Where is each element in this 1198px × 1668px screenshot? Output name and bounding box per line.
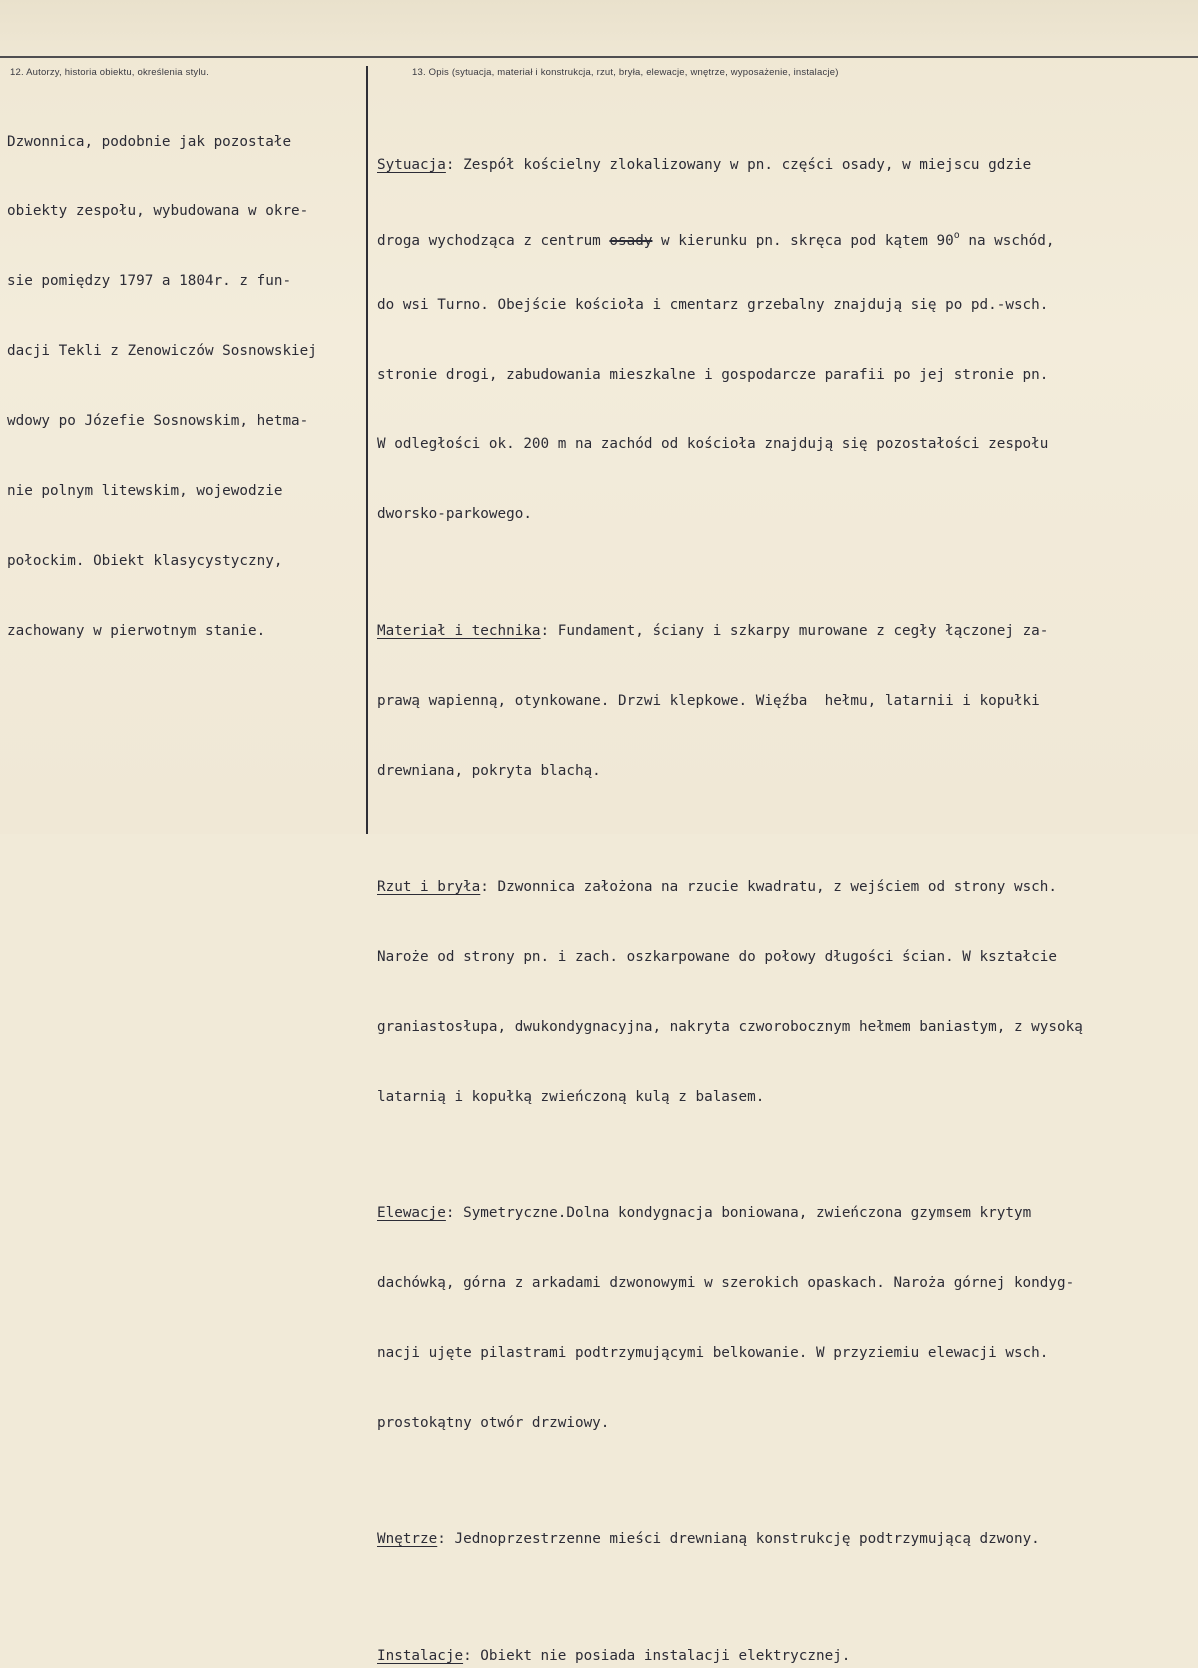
history-line: sie pomiędzy 1797 a 1804r. z fun- [7, 273, 292, 290]
top-margin [0, 0, 1198, 56]
instalacje-line: Instalacje: Obiekt nie posiada instalacji elektrycznej. [377, 1647, 851, 1664]
right-column-header: 13. Opis (sytuacja, materiał i konstrukcja, rzut, bryła, elewacje, wnętrze, wyposażenie, instalacje) [412, 67, 839, 78]
sytuacja-line: stronie drogi, zabudowania mieszkalne i gospodarcze parafii po jej stronie pn. [377, 366, 1049, 383]
rzut-line: Naroże od strony pn. i zach. oszkarpowane do połowy długości ścian. W kształcie [377, 948, 1057, 965]
history-line: Dzwonnica, podobnie jak pozostałe [7, 133, 292, 150]
elewacje-line: nacji ujęte pilastrami podtrzymującymi belkowanie. W przyziemiu elewacji wsch. [377, 1345, 1049, 1362]
sytuacja-line: dworsko-parkowego. [377, 506, 532, 523]
sytuacja-line: W odległości ok. 200 m na zachód od kościoła znajdują się pozostałości zespołu [377, 436, 1049, 453]
material-line: Materiał i technika: Fundament, ściany i szkarpy murowane z cegły łączonej za- [377, 622, 1049, 639]
sytuacja-line: droga wychodząca z centrum osady w kierunku pn. skręca pod kątem 90$^o$ na wschód, [377, 229, 1055, 249]
history-line: połockim. Obiekt klasycystyczny, [7, 552, 283, 569]
rzut-line: Rzut i bryła: Dzwonnica założona na rzucie kwadratu, z wejściem od strony wsch. [377, 879, 1057, 896]
elewacje-line: Elewacje: Symetryczne.Dolna kondygnacja boniowana, zwieńczona gzymsem krytym [377, 1205, 1032, 1222]
rzut-line: latarnią i kopułką zwieńczoną kulą z balasem. [377, 1088, 765, 1105]
history-line: wdowy po Józefie Sosnowskim, hetma- [7, 413, 309, 430]
degree-superscript: o [953, 229, 960, 241]
sytuacja-line: Sytuacja: Zespół kościelny zlokalizowany w pn. części osady, w miejscu gdzie [377, 156, 1032, 173]
rzut-line: graniastosłupa, dwukondygnacyjna, nakryta czworobocznym hełmem baniastym, z wysoką [377, 1018, 1083, 1035]
column-divider [366, 66, 368, 834]
wnetrze-label: Wnętrze [377, 1531, 438, 1548]
material-line: drewniana, pokryta blachą. [377, 762, 601, 779]
history-line: nie polnym litewskim, wojewodzie [7, 483, 283, 500]
sytuacja-line: do wsi Turno. Obejście kościoła i cmentarz grzebalny znajdują się po pd.-wsch. [377, 296, 1049, 313]
material-label: Materiał i technika [377, 622, 541, 639]
description-text [377, 84, 1192, 1668]
history-line: dacji Tekli z Zenowiczów Sosnowskiej [7, 343, 317, 360]
left-column-header: 12. Autorzy, historia obiektu, określenia stylu. [10, 67, 209, 78]
wnetrze-line: Wnętrze: Jednoprzestrzenne mieści drewnianą konstrukcję podtrzymującą dzwony. [377, 1531, 1040, 1548]
rzut-label: Rzut i bryła [377, 879, 481, 896]
elewacje-line: prostokątny otwór drzwiowy. [377, 1414, 610, 1431]
top-rule [0, 56, 1198, 58]
material-line: prawą wapienną, otynkowane. Drzwi klepkowe. Więźba hełmu, latarnii i kopułki [377, 692, 1040, 709]
instalacje-label: Instalacje [377, 1647, 464, 1664]
history-line: zachowany w pierwotnym stanie. [7, 622, 266, 639]
sytuacja-label: Sytuacja [377, 156, 446, 173]
struck-word: osady [609, 232, 653, 249]
elewacje-label: Elewacje [377, 1205, 446, 1222]
history-line: obiekty zespołu, wybudowana w okre- [7, 203, 309, 220]
elewacje-line: dachówką, górna z arkadami dzwonowymi w szerokich opaskach. Naroża górnej kondyg- [377, 1275, 1075, 1292]
history-text [7, 84, 362, 690]
